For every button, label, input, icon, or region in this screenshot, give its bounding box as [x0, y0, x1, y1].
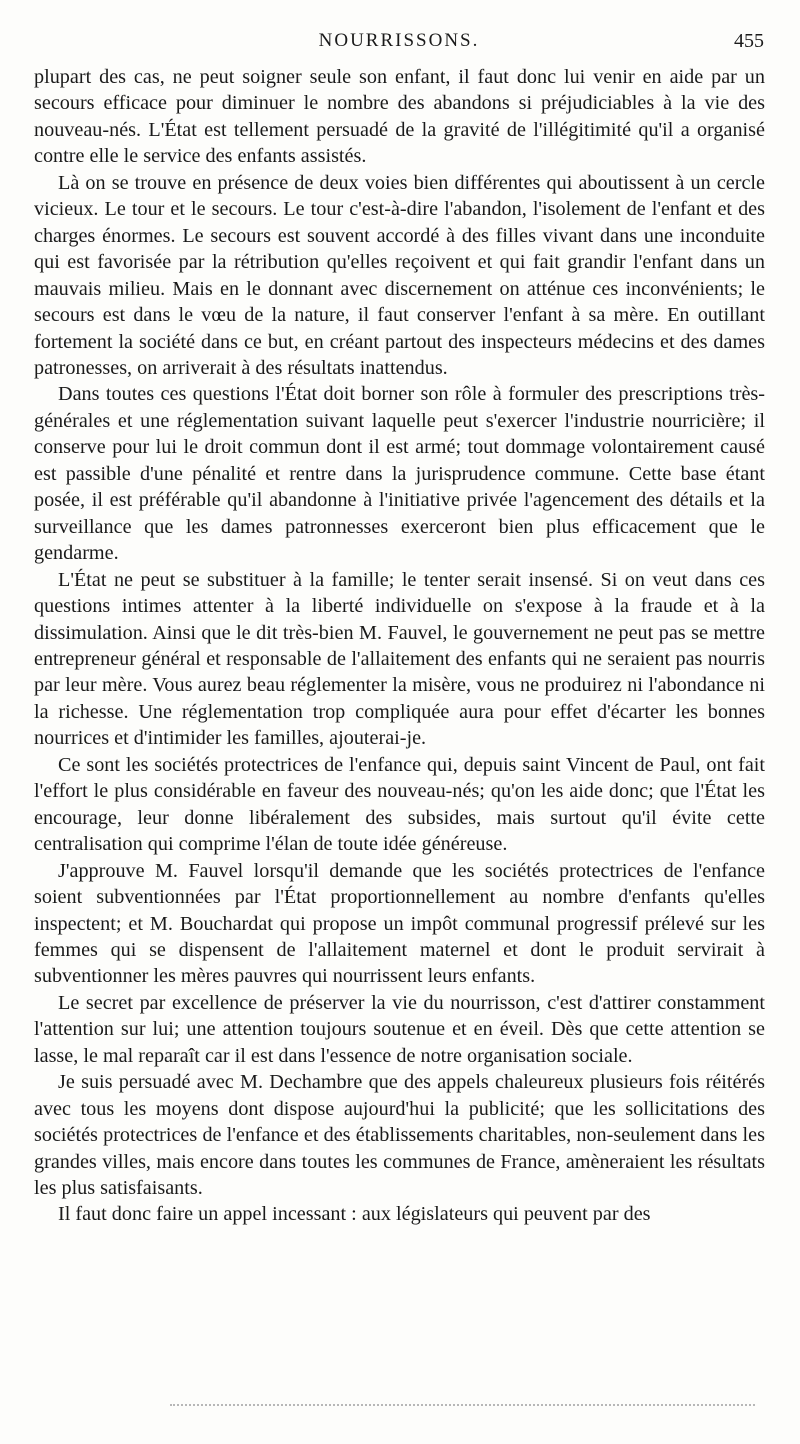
paragraph: Ce sont les sociétés protectrices de l'enfance qui, depuis saint Vincent de Paul, ont fait l'effort le plus considérable en faveur des nouveau-nés; qu'on les aide donc; que l'État les encourage, leur donne libéralement des subsides, mais surtout qu'il évite cette centralisation qui comprime l'élan de toute idée généreuse. [34, 753, 765, 856]
body-text [34, 64, 765, 1228]
paragraph-last: Il faut donc faire un appel incessant : aux législateurs qui peuvent par des [58, 1203, 651, 1226]
footer-rule [170, 1404, 755, 1406]
page-number: 455 [734, 30, 764, 52]
paragraph: Là on se trouve en présence de deux voies bien différentes qui aboutissent à un cercle vicieux. Le tour et le secours. Le tour c'est-à-dire l'abandon, l'isolement de l'enfant et des charges énormes. Le secours est souvent accordé à des filles vivant dans une inconduite qui est favorisée par la rétribution qu'elles reçoivent et qui fait grandir l'enfant dans un mauvais milieu. Mais en le donnant avec discernement on atténue ces inconvénients; le secours est dans le vœu de la nature, il faut conserver l'enfant à sa mère. En outillant fortement la société dans ce but, en créant partout des inspecteurs médecins et des dames patronesses, on arriverait à des résultats inattendus. [34, 171, 765, 379]
running-head [34, 30, 764, 56]
paragraph: J'approuve M. Fauvel lorsqu'il demande que les sociétés protectrices de l'enfance soient subventionnées par l'État proportionnellement au nombre d'enfants qu'elles inspectent; et M. Bouchardat qui propose un impôt communal progressif prélevé sur les femmes qui se dispensent de l'allaitement maternel et dont le produit servirait à subventionner les mères pauvres qui nourrissent leurs enfants. [34, 859, 765, 988]
paragraph: Je suis persuadé avec M. Dechambre que des appels chaleureux plusieurs fois réitérés avec tous les moyens dont dispose aujourd'hui la publicité; que les sollicitations des sociétés protectrices de l'enfance et des établissements charitables, non-seulement dans les grandes villes, mais encore dans toutes les communes de France, amèneraient les résultats les plus satisfaisants. [34, 1071, 765, 1200]
running-title: NOURRISSONS. [318, 30, 480, 51]
paragraph: Dans toutes ces questions l'État doit borner son rôle à formuler des prescriptions très-générales et une réglementation suivant laquelle peut s'exercer l'industrie nourricière; il conserve pour lui le droit commun dont il est armé; tout dommage volontairement causé est passible d'une pénalité et rentre dans la jurisprudence commune. Cette base étant posée, il est préférable qu'il abandonne à l'initiative privée l'agencement des détails et la surveillance que les dames patronnesses exerceront bien plus efficacement que le gendarme. [34, 383, 765, 565]
paragraph: Le secret par excellence de préserver la vie du nourrisson, c'est d'attirer constamment l'attention sur lui; une attention toujours soutenue et en éveil. Dès que cette attention se lasse, le mal reparaît car il est dans l'essence de notre organisation sociale. [34, 991, 765, 1067]
paragraph: L'État ne peut se substituer à la famille; le tenter serait insensé. Si on veut dans ces questions intimes attenter à la liberté individuelle on s'expose à la fraude et à la dissimulation. Ainsi que le dit très-bien M. Fauvel, le gouvernement ne peut pas se mettre entrepreneur général et responsable de l'allaitement des enfants qui ne seraient pas nourris par leur mère. Vous aurez beau réglementer la misère, vous ne produirez ni l'abondance ni la richesse. Une réglementation trop compliquée aura pour effet d'écarter les bonnes nourrices et d'intimider les familles, ajouterai-je. [34, 568, 765, 750]
paragraph-continuation: plupart des cas, ne peut soigner seule son enfant, il faut donc lui venir en aide par un secours efficace pour diminuer le nombre des abandons si préjudiciables à la vie des nouveau-nés. L'État est tellement persuadé de la gravité de l'illégitimité qu'il a organisé contre elle le service des enfants assistés. [34, 66, 765, 168]
